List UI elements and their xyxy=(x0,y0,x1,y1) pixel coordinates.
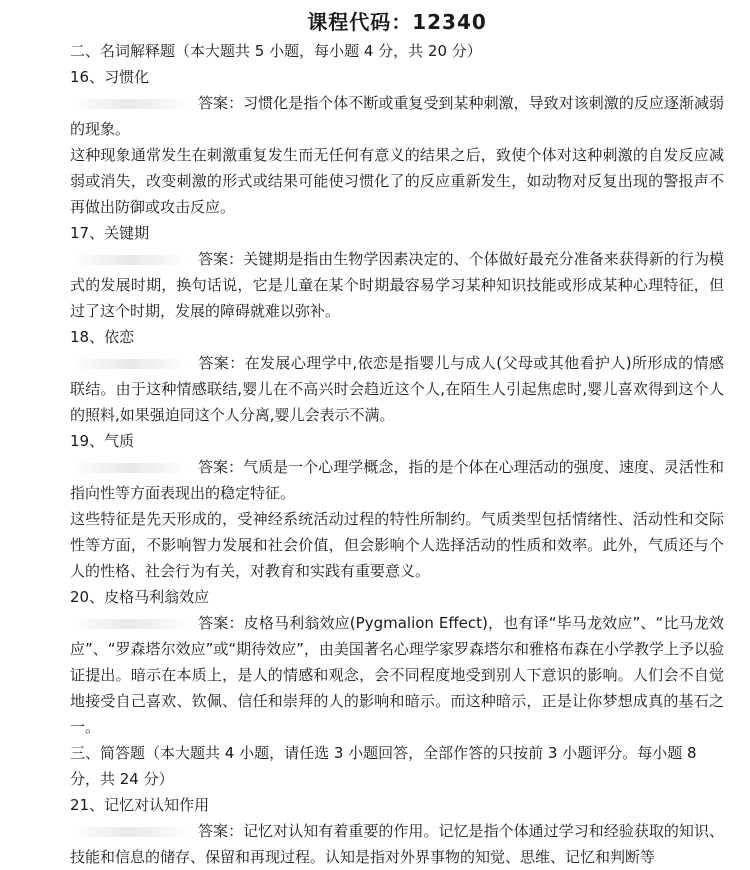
redacted-prefix xyxy=(70,454,198,480)
question-17-title: 17、关键期 xyxy=(70,224,150,242)
question-16-answer: 答案：习惯化是指个体不断或重复受到某种刺激，导致对该刺激的反应逐渐减弱的现象。 xyxy=(70,90,724,142)
redacted-prefix xyxy=(70,90,198,116)
section-3-heading: 三、简答题（本大题共 4 小题，请任选 3 小题回答，全部作答的只按前 3 小题评分。每小题 8 分，共 24 分） xyxy=(70,744,697,788)
question-20-answer: 答案：皮格马利翁效应(Pygmalion Effect)，也有译“毕马龙效应”、“比马龙效应”、“罗森塔尔效应”或“期待效应”，由美国著名心理学家罗森塔尔和雅格布森在小学教学上予以验证提出。暗示在本质上，是人的情感和观念，会不同程度地受到别人下意识的影响。人们会不自觉地接受自己喜欢、钦佩、信任和崇拜的人的影响和暗示。而这种暗示，正是让你梦想成真的基石之一。 xyxy=(70,610,724,740)
question-20-title: 20、皮格马利翁效应 xyxy=(70,588,210,606)
question-17-answer: 答案：关键期是指由生物学因素决定的、个体做好最充分准备来获得新的行为模式的发展时期，换句话说，它是儿童在某个时期最容易学习某种知识技能或形成某种心理特征，但过了这个时期，发展的障碍就难以弥补。 xyxy=(70,246,724,324)
question-19-answer: 答案：气质是一个心理学概念，指的是个体在心理活动的强度、速度、灵活性和指向性等方面表现出的稳定特征。 xyxy=(70,454,724,506)
redacted-prefix xyxy=(70,350,198,376)
redacted-prefix xyxy=(70,246,198,272)
question-16-extra: 这种现象通常发生在刺激重复发生而无任何有意义的结果之后，致使个体对这种刺激的自发反应减弱或消失，改变刺激的形式或结果可能使习惯化了的反应重新发生，如动物对反复出现的警报声不再做出防御或攻击反应。 xyxy=(70,146,724,216)
question-18-title: 18、依恋 xyxy=(70,328,135,346)
question-19-extra: 这些特征是先天形成的，受神经系统活动过程的特性所制约。气质类型包括情绪性、活动性和交际性等方面，不影响智力发展和社会价值，但会影响个人选择活动的性质和效率。此外，气质还与个人的性格、社会行为有关，对教育和实践有重要意义。 xyxy=(70,510,724,580)
question-21-answer: 答案：记忆对认知有着重要的作用。记忆是指个体通过学习和经验获取的知识、技能和信息的储存、保留和再现过程。认知是指对外界事物的知觉、思维、记忆和判断等 xyxy=(70,818,724,870)
question-16-title: 16、习惯化 xyxy=(70,68,150,86)
question-18-answer: 答案：在发展心理学中,依恋是指婴儿与成人(父母或其他看护人)所形成的情感联结。由于这种情感联结,婴儿在不高兴时会趋近这个人,在陌生人引起焦虑时,婴儿喜欢得到这个人的照料,如果强迫同这个人分离,婴儿会表示不满。 xyxy=(70,350,724,428)
redacted-prefix xyxy=(70,818,198,844)
question-21-title: 21、记忆对认知作用 xyxy=(70,796,210,814)
section-2-heading: 二、名词解释题（本大题共 5 小题，每小题 4 分，共 20 分） xyxy=(70,42,482,60)
question-19-title: 19、气质 xyxy=(70,432,135,450)
redacted-prefix xyxy=(70,610,198,636)
course-code-title: 课程代码：12340 xyxy=(307,10,487,34)
